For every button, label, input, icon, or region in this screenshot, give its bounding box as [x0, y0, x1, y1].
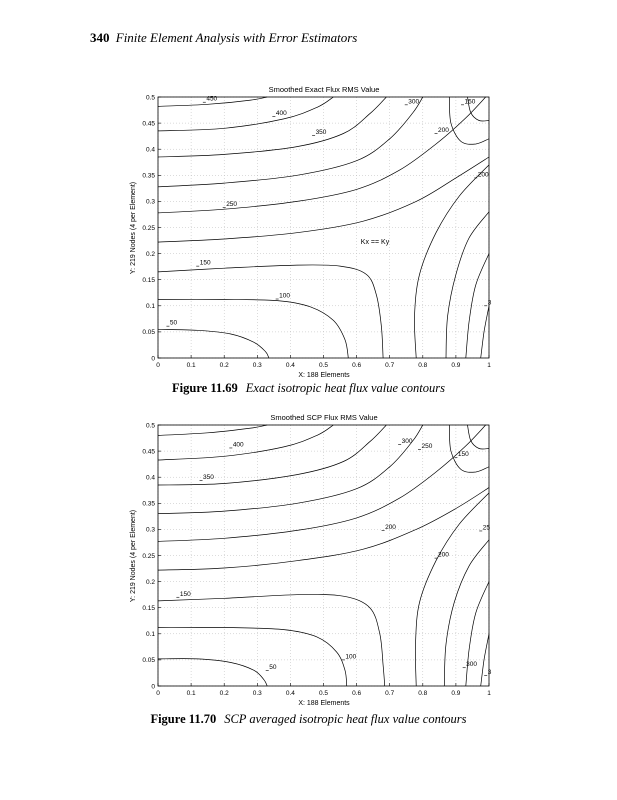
contour-label: 50 [269, 663, 277, 671]
figure-caption [0, 712, 617, 727]
y-tick-label: 0.2 [145, 250, 155, 258]
contour-plot-scp [0, 408, 617, 708]
x-tick-label: 0 [156, 362, 160, 369]
x-tick-label: 1 [487, 690, 491, 697]
contour-line-300 [158, 97, 423, 187]
y-tick-label: 0.05 [142, 657, 155, 665]
y-tick-label: 0.3 [145, 198, 155, 206]
contour-line-150 [158, 594, 385, 686]
figure-number: Figure 11.69 [172, 381, 238, 395]
x-tick-label: 0.5 [318, 362, 329, 369]
x-tick-label: 0 [156, 690, 160, 697]
x-tick-label: 0.4 [285, 690, 295, 697]
y-tick-label: 0.15 [142, 605, 155, 612]
x-tick-label: 0.5 [318, 690, 329, 697]
contour-label: 400 [275, 109, 287, 117]
contour-line-50 [158, 329, 269, 358]
contour-label: 3 [487, 299, 492, 307]
contour-line-400 [158, 425, 333, 460]
contour-line-350 [481, 306, 489, 358]
plot-area [142, 422, 491, 697]
x-tick-label: 0.2 [219, 690, 229, 697]
contour-label: 150 [457, 450, 469, 458]
y-tick-label: 0.35 [142, 172, 155, 180]
y-tick-label: 0.1 [145, 303, 155, 311]
x-tick-label: 0.1 [186, 690, 196, 697]
x-tick-label: 0.8 [418, 690, 428, 697]
contour-line-350 [481, 634, 489, 686]
contour-line-350 [158, 97, 386, 157]
contour-line-250 [158, 97, 486, 213]
x-tick-label: 0.2 [219, 362, 229, 369]
contour-line-100 [468, 425, 490, 449]
page-number: 340 [90, 30, 110, 45]
figure-caption-text: SCP averaged isotropic heat flux value contours [224, 712, 467, 726]
x-tick-label: 0.1 [186, 362, 196, 369]
contour-line-150 [449, 425, 489, 472]
x-tick-label: 0.4 [285, 362, 295, 369]
x-axis-label: X: 188 Elements [298, 700, 350, 707]
contour-line-200 [415, 493, 489, 686]
contour-line-100 [158, 627, 347, 686]
x-tick-label: 0.3 [252, 690, 262, 697]
page-header [90, 30, 357, 46]
y-tick-label: 0 [151, 683, 155, 691]
contour-plot-exact [0, 80, 617, 380]
contour-line-150 [158, 265, 383, 358]
y-tick-label: 0.4 [145, 146, 155, 154]
y-axis-label: Y: 219 Nodes (4 per Element) [130, 181, 137, 275]
plot-annotation: Kx == Ky [360, 239, 390, 246]
contour-label: 250 [226, 201, 238, 209]
y-tick-label: 0.5 [145, 422, 155, 430]
contour-label: 100 [345, 653, 357, 661]
y-tick-label: 0.25 [142, 552, 155, 560]
contour-label: 150 [464, 98, 476, 106]
x-tick-label: 1 [487, 362, 491, 369]
contour-label: 3 [487, 669, 492, 677]
x-tick-label: 0.6 [352, 690, 362, 697]
contour-label: 300 [401, 437, 413, 445]
contour-label: 250 [421, 443, 433, 451]
contour-line-100 [158, 299, 348, 358]
y-tick-label: 0.45 [142, 448, 155, 456]
y-tick-label: 0.25 [142, 224, 155, 232]
contour-label: 400 [232, 441, 244, 449]
contour-line-50 [158, 659, 267, 686]
figure-caption-text: Exact isotropic heat flux value contours [245, 381, 445, 395]
y-tick-label: 0.4 [145, 474, 155, 482]
contour-label: 200 [477, 171, 489, 179]
y-tick-label: 0.05 [142, 329, 155, 337]
x-axis-label: X: 188 Elements [298, 372, 350, 379]
figure-number: Figure 11.70 [150, 712, 217, 726]
contour-label: 100 [279, 292, 291, 300]
x-tick-label: 0.7 [385, 690, 395, 697]
plot-title: Smoothed SCP Flux RMS Value [270, 413, 378, 422]
running-title: Finite Element Analysis with Error Estimators [115, 30, 358, 45]
plot-title: Smoothed Exact Flux RMS Value [268, 85, 380, 94]
x-tick-label: 0.3 [252, 362, 262, 369]
y-tick-label: 0.5 [145, 94, 155, 102]
contour-label: 450 [206, 95, 218, 103]
y-tick-label: 0 [151, 355, 155, 363]
x-tick-label: 0.7 [385, 362, 395, 369]
y-tick-label: 0.3 [145, 526, 155, 534]
x-tick-label: 0.6 [352, 362, 362, 369]
contour-label: 300 [408, 98, 420, 106]
y-tick-label: 0.45 [142, 120, 155, 128]
contour-label: 350 [203, 473, 214, 481]
plot-area [142, 94, 491, 369]
contour-line-250 [158, 425, 486, 541]
y-tick-label: 0.15 [142, 277, 155, 284]
contour-label: 200 [438, 127, 449, 135]
contour-label: 50 [169, 319, 178, 327]
contour-line-200 [414, 165, 489, 358]
contour-label: 350 [315, 129, 327, 137]
contour-label: 150 [179, 590, 191, 598]
y-axis-label: Y: 219 Nodes (4 per Element) [130, 509, 137, 603]
x-tick-label: 0.9 [451, 690, 461, 697]
y-tick-label: 0.35 [142, 500, 155, 508]
y-tick-label: 0.1 [145, 631, 155, 639]
y-tick-label: 0.2 [145, 578, 155, 586]
contour-label: 300 [466, 661, 478, 669]
x-tick-label: 0.8 [418, 362, 428, 369]
x-tick-label: 0.9 [451, 362, 461, 369]
contour-line-450 [158, 425, 267, 435]
contour-label: 150 [199, 259, 211, 267]
contour-label: 200 [438, 551, 449, 559]
contour-label: 200 [385, 523, 396, 531]
contour-line-400 [158, 97, 333, 131]
contour-label: 25 [482, 524, 490, 532]
figure-caption [0, 381, 617, 396]
